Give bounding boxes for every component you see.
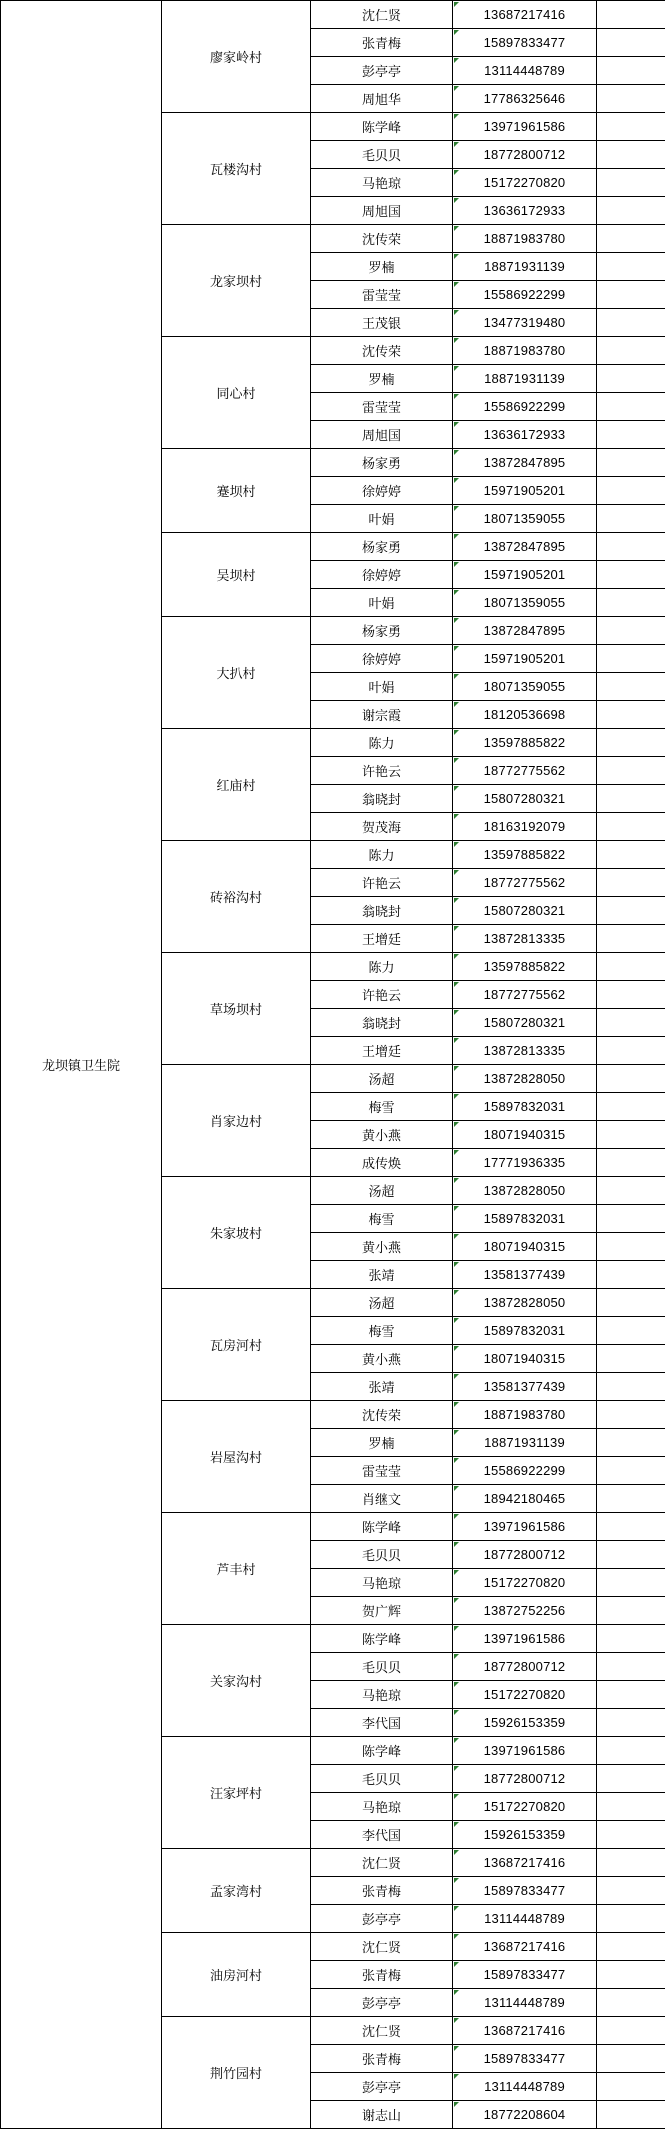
empty-cell (597, 1793, 665, 1821)
contact-name-cell: 贺茂海 (311, 813, 453, 841)
contact-name-cell: 徐婷婷 (311, 645, 453, 673)
empty-cell (597, 477, 665, 505)
contact-phone-cell: 15172270820 (453, 169, 597, 197)
empty-cell (597, 1037, 665, 1065)
contact-phone-cell: 15172270820 (453, 1681, 597, 1709)
contact-phone-cell: 18071359055 (453, 673, 597, 701)
empty-cell (597, 561, 665, 589)
empty-cell (597, 1429, 665, 1457)
contact-phone-cell: 15897833477 (453, 1877, 597, 1905)
empty-cell (597, 1625, 665, 1653)
contact-name-cell: 雷莹莹 (311, 1457, 453, 1485)
empty-cell (597, 1401, 665, 1429)
contact-phone-cell: 18071940315 (453, 1121, 597, 1149)
contact-name-cell: 陈学峰 (311, 1625, 453, 1653)
village-cell: 肖家边村 (162, 1065, 311, 1177)
contact-name-cell: 沈仁贤 (311, 1, 453, 29)
contact-name-cell: 彭亭亭 (311, 1905, 453, 1933)
empty-cell (597, 1149, 665, 1177)
contact-name-cell: 贺广辉 (311, 1597, 453, 1625)
contact-phone-cell: 13581377439 (453, 1373, 597, 1401)
empty-cell (597, 253, 665, 281)
contact-name-cell: 马艳琼 (311, 1793, 453, 1821)
contact-phone-cell: 18772800712 (453, 141, 597, 169)
contact-phone-cell: 13872828050 (453, 1065, 597, 1093)
empty-cell (597, 421, 665, 449)
contact-name-cell: 周旭国 (311, 197, 453, 225)
contact-name-cell: 沈仁贤 (311, 2017, 453, 2045)
empty-cell (597, 225, 665, 253)
contact-name-cell: 彭亭亭 (311, 1989, 453, 2017)
contact-phone-cell: 13872847895 (453, 617, 597, 645)
contact-name-cell: 翁晓封 (311, 1009, 453, 1037)
contact-phone-cell: 13597885822 (453, 841, 597, 869)
empty-cell (597, 505, 665, 533)
empty-cell (597, 169, 665, 197)
village-cell: 龙家坝村 (162, 225, 311, 337)
contact-name-cell: 雷莹莹 (311, 281, 453, 309)
empty-cell (597, 2073, 665, 2101)
contact-name-cell: 马艳琼 (311, 1569, 453, 1597)
contact-name-cell: 罗楠 (311, 253, 453, 281)
empty-cell (597, 645, 665, 673)
contact-phone-cell: 13477319480 (453, 309, 597, 337)
contact-name-cell: 叶娟 (311, 505, 453, 533)
contact-phone-cell: 13872847895 (453, 449, 597, 477)
contact-phone-cell: 13971961586 (453, 1513, 597, 1541)
contact-phone-cell: 18871983780 (453, 225, 597, 253)
empty-cell (597, 589, 665, 617)
contact-name-cell: 李代国 (311, 1709, 453, 1737)
village-cell: 朱家坡村 (162, 1177, 311, 1289)
contact-name-cell: 谢宗霞 (311, 701, 453, 729)
contact-name-cell: 李代国 (311, 1821, 453, 1849)
village-cell: 大扒村 (162, 617, 311, 729)
contact-name-cell: 张青梅 (311, 29, 453, 57)
contact-phone-cell: 13971961586 (453, 113, 597, 141)
contact-name-cell: 雷莹莹 (311, 393, 453, 421)
contact-phone-cell: 15897833477 (453, 2045, 597, 2073)
contact-phone-cell: 13114448789 (453, 1989, 597, 2017)
empty-cell (597, 1, 665, 29)
empty-cell (597, 533, 665, 561)
empty-cell (597, 1289, 665, 1317)
empty-cell (597, 1597, 665, 1625)
empty-cell (597, 1345, 665, 1373)
contact-phone-cell: 18871931139 (453, 253, 597, 281)
empty-cell (597, 869, 665, 897)
contact-name-cell: 毛贝贝 (311, 1765, 453, 1793)
contact-phone-cell: 13971961586 (453, 1737, 597, 1765)
contact-phone-cell: 15971905201 (453, 561, 597, 589)
contact-name-cell: 陈学峰 (311, 113, 453, 141)
contact-name-cell: 许艳云 (311, 757, 453, 785)
empty-cell (597, 57, 665, 85)
empty-cell (597, 281, 665, 309)
empty-cell (597, 1457, 665, 1485)
contact-phone-cell: 18942180465 (453, 1485, 597, 1513)
empty-cell (597, 197, 665, 225)
contact-name-cell: 沈仁贤 (311, 1849, 453, 1877)
contact-name-cell: 杨家勇 (311, 449, 453, 477)
empty-cell (597, 1373, 665, 1401)
contact-phone-cell: 17771936335 (453, 1149, 597, 1177)
contact-name-cell: 毛贝贝 (311, 1653, 453, 1681)
empty-cell (597, 1177, 665, 1205)
contact-phone-cell: 18163192079 (453, 813, 597, 841)
contact-phone-cell: 13687217416 (453, 2017, 597, 2045)
contact-phone-cell: 15897833477 (453, 1961, 597, 1989)
empty-cell (597, 1093, 665, 1121)
contact-name-cell: 陈力 (311, 953, 453, 981)
empty-cell (597, 2017, 665, 2045)
contact-name-cell: 黄小燕 (311, 1233, 453, 1261)
contact-name-cell: 梅雪 (311, 1205, 453, 1233)
empty-cell (597, 1765, 665, 1793)
contact-name-cell: 王茂银 (311, 309, 453, 337)
village-cell: 荆竹园村 (162, 2017, 311, 2129)
village-cell: 红庙村 (162, 729, 311, 841)
contact-name-cell: 沈传荣 (311, 337, 453, 365)
empty-cell (597, 337, 665, 365)
village-cell: 芦丰村 (162, 1513, 311, 1625)
empty-cell (597, 729, 665, 757)
contact-phone-cell: 18871983780 (453, 1401, 597, 1429)
contact-name-cell: 梅雪 (311, 1093, 453, 1121)
empty-cell (597, 1513, 665, 1541)
contact-name-cell: 张靖 (311, 1261, 453, 1289)
village-cell: 关家沟村 (162, 1625, 311, 1737)
contact-name-cell: 许艳云 (311, 869, 453, 897)
contact-name-cell: 叶娟 (311, 589, 453, 617)
contact-phone-cell: 13872752256 (453, 1597, 597, 1625)
empty-cell (597, 1205, 665, 1233)
contact-phone-cell: 15926153359 (453, 1821, 597, 1849)
contact-phone-cell: 18871931139 (453, 365, 597, 393)
contact-phone-cell: 13872828050 (453, 1289, 597, 1317)
contact-name-cell: 谢志山 (311, 2101, 453, 2129)
contact-name-cell: 罗楠 (311, 1429, 453, 1457)
village-cell: 草场坝村 (162, 953, 311, 1065)
contact-name-cell: 黄小燕 (311, 1345, 453, 1373)
contact-phone-cell: 13636172933 (453, 421, 597, 449)
contact-phone-cell: 15807280321 (453, 785, 597, 813)
contact-phone-cell: 15807280321 (453, 1009, 597, 1037)
contact-name-cell: 陈学峰 (311, 1737, 453, 1765)
empty-cell (597, 1653, 665, 1681)
empty-cell (597, 1849, 665, 1877)
contact-name-cell: 王增廷 (311, 1037, 453, 1065)
contact-phone-cell: 15172270820 (453, 1793, 597, 1821)
contact-phone-cell: 18772800712 (453, 1765, 597, 1793)
contact-phone-cell: 13687217416 (453, 1849, 597, 1877)
contact-phone-cell: 15971905201 (453, 645, 597, 673)
contact-name-cell: 周旭华 (311, 85, 453, 113)
village-cell: 孟家湾村 (162, 1849, 311, 1933)
contact-name-cell: 汤超 (311, 1289, 453, 1317)
contact-phone-cell: 13114448789 (453, 57, 597, 85)
contact-name-cell: 罗楠 (311, 365, 453, 393)
contact-phone-cell: 13687217416 (453, 1933, 597, 1961)
contact-phone-cell: 15926153359 (453, 1709, 597, 1737)
contact-name-cell: 许艳云 (311, 981, 453, 1009)
hospital-cell: 龙坝镇卫生院 (1, 1, 162, 2129)
empty-cell (597, 1233, 665, 1261)
empty-cell (597, 1121, 665, 1149)
contact-name-cell: 徐婷婷 (311, 477, 453, 505)
empty-cell (597, 1877, 665, 1905)
contact-phone-cell: 18071940315 (453, 1345, 597, 1373)
empty-cell (597, 701, 665, 729)
empty-cell (597, 2101, 665, 2129)
empty-cell (597, 1905, 665, 1933)
contact-name-cell: 陈力 (311, 841, 453, 869)
contact-phone-cell: 15586922299 (453, 1457, 597, 1485)
contact-phone-cell: 13581377439 (453, 1261, 597, 1289)
contact-name-cell: 张青梅 (311, 2045, 453, 2073)
contact-name-cell: 叶娟 (311, 673, 453, 701)
contact-phone-cell: 13597885822 (453, 729, 597, 757)
empty-cell (597, 309, 665, 337)
contact-phone-cell: 15807280321 (453, 897, 597, 925)
contact-phone-cell: 15971905201 (453, 477, 597, 505)
contact-name-cell: 周旭国 (311, 421, 453, 449)
contact-name-cell: 张靖 (311, 1373, 453, 1401)
empty-cell (597, 141, 665, 169)
empty-cell (597, 1961, 665, 1989)
contact-name-cell: 马艳琼 (311, 1681, 453, 1709)
contact-name-cell: 翁晓封 (311, 897, 453, 925)
contact-phone-cell: 18772208604 (453, 2101, 597, 2129)
village-cell: 岩屋沟村 (162, 1401, 311, 1513)
village-cell: 吴坝村 (162, 533, 311, 617)
contact-phone-cell: 13114448789 (453, 1905, 597, 1933)
contact-phone-cell: 13872828050 (453, 1177, 597, 1205)
empty-cell (597, 757, 665, 785)
village-cell: 汪家坪村 (162, 1737, 311, 1849)
contact-phone-cell: 18772775562 (453, 869, 597, 897)
empty-cell (597, 925, 665, 953)
empty-cell (597, 1933, 665, 1961)
contact-phone-cell: 15172270820 (453, 1569, 597, 1597)
contact-name-cell: 张青梅 (311, 1877, 453, 1905)
contact-phone-cell: 13114448789 (453, 2073, 597, 2101)
contact-phone-cell: 13971961586 (453, 1625, 597, 1653)
contact-name-cell: 毛贝贝 (311, 1541, 453, 1569)
contact-name-cell: 张青梅 (311, 1961, 453, 1989)
contact-name-cell: 陈学峰 (311, 1513, 453, 1541)
village-cell: 砖裕沟村 (162, 841, 311, 953)
empty-cell (597, 1485, 665, 1513)
village-cell: 蹇坝村 (162, 449, 311, 533)
contact-phone-cell: 13872847895 (453, 533, 597, 561)
empty-cell (597, 2045, 665, 2073)
village-cell: 瓦房河村 (162, 1289, 311, 1401)
contact-name-cell: 彭亭亭 (311, 57, 453, 85)
contact-name-cell: 杨家勇 (311, 533, 453, 561)
contact-phone-cell: 13636172933 (453, 197, 597, 225)
empty-cell (597, 365, 665, 393)
village-cell: 同心村 (162, 337, 311, 449)
table-row (1, 1, 665, 29)
contact-phone-cell: 13687217416 (453, 1, 597, 29)
contact-phone-cell: 15897832031 (453, 1205, 597, 1233)
contact-phone-cell: 18871983780 (453, 337, 597, 365)
contact-phone-cell: 15586922299 (453, 393, 597, 421)
contact-phone-cell: 18772775562 (453, 981, 597, 1009)
empty-cell (597, 953, 665, 981)
village-cell: 廖家岭村 (162, 1, 311, 113)
village-cell: 瓦楼沟村 (162, 113, 311, 225)
contact-name-cell: 黄小燕 (311, 1121, 453, 1149)
empty-cell (597, 29, 665, 57)
contact-name-cell: 毛贝贝 (311, 141, 453, 169)
empty-cell (597, 1681, 665, 1709)
contact-phone-cell: 15586922299 (453, 281, 597, 309)
contact-name-cell: 沈传荣 (311, 1401, 453, 1429)
contact-phone-cell: 13597885822 (453, 953, 597, 981)
contact-phone-cell: 15897832031 (453, 1317, 597, 1345)
contact-name-cell: 汤超 (311, 1177, 453, 1205)
empty-cell (597, 1709, 665, 1737)
empty-cell (597, 1317, 665, 1345)
contact-phone-cell: 17786325646 (453, 85, 597, 113)
empty-cell (597, 1065, 665, 1093)
empty-cell (597, 85, 665, 113)
contact-name-cell: 陈力 (311, 729, 453, 757)
empty-cell (597, 1737, 665, 1765)
contact-name-cell: 沈传荣 (311, 225, 453, 253)
empty-cell (597, 113, 665, 141)
contact-phone-cell: 18772800712 (453, 1653, 597, 1681)
empty-cell (597, 981, 665, 1009)
contact-phone-cell: 18071940315 (453, 1233, 597, 1261)
empty-cell (597, 841, 665, 869)
empty-cell (597, 449, 665, 477)
contact-name-cell: 杨家勇 (311, 617, 453, 645)
empty-cell (597, 813, 665, 841)
contact-name-cell: 梅雪 (311, 1317, 453, 1345)
empty-cell (597, 1261, 665, 1289)
empty-cell (597, 617, 665, 645)
empty-cell (597, 785, 665, 813)
contact-phone-cell: 18120536698 (453, 701, 597, 729)
contact-name-cell: 马艳琼 (311, 169, 453, 197)
contact-phone-cell: 13872813335 (453, 925, 597, 953)
contact-phone-cell: 18071359055 (453, 589, 597, 617)
contact-name-cell: 徐婷婷 (311, 561, 453, 589)
contact-phone-cell: 13872813335 (453, 1037, 597, 1065)
empty-cell (597, 1989, 665, 2017)
empty-cell (597, 1821, 665, 1849)
contact-name-cell: 王增廷 (311, 925, 453, 953)
contact-phone-cell: 18772775562 (453, 757, 597, 785)
village-cell: 油房河村 (162, 1933, 311, 2017)
contact-phone-cell: 18071359055 (453, 505, 597, 533)
contact-phone-cell: 18772800712 (453, 1541, 597, 1569)
empty-cell (597, 1569, 665, 1597)
contact-name-cell: 彭亭亭 (311, 2073, 453, 2101)
contact-phone-cell: 18871931139 (453, 1429, 597, 1457)
contact-name-cell: 翁晓封 (311, 785, 453, 813)
empty-cell (597, 673, 665, 701)
contact-name-cell: 成传焕 (311, 1149, 453, 1177)
empty-cell (597, 1009, 665, 1037)
empty-cell (597, 897, 665, 925)
empty-cell (597, 1541, 665, 1569)
contact-name-cell: 沈仁贤 (311, 1933, 453, 1961)
contact-phone-cell: 15897833477 (453, 29, 597, 57)
contact-table-body (1, 1, 665, 2129)
contact-name-cell: 肖继文 (311, 1485, 453, 1513)
empty-cell (597, 393, 665, 421)
contact-phone-cell: 15897832031 (453, 1093, 597, 1121)
contact-name-cell: 汤超 (311, 1065, 453, 1093)
